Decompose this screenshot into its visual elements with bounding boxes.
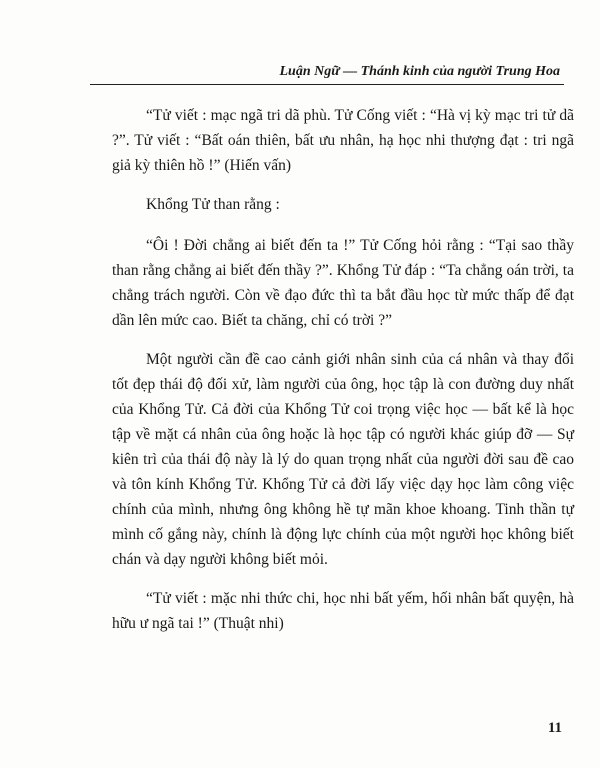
page-number: 11: [547, 720, 562, 736]
intro-line: Khổng Tử than rằng :: [146, 196, 280, 213]
commentary-paragraph: Một người cần đề cao cảnh giới nhân sinh của cá nhân và thay đổi tốt đẹp thái độ đối xử, làm người của ông, học tập là con đường duy nhất của Khổng Tử. Cả đời của Khổng Tử coi trọng việc học — bất kể là học tập về mặt cá nhân của ông hoặc là học tập có người khác giúp đỡ — Sự kiên trì của thái độ này là lý do quan trọng nhất của người đời sau đề cao và tôn kính Khổng Tử. Khổng Tử cả đời lấy việc dạy học làm công việc chính của mình, nhưng ông không hề tự mãn khoe khoang. Tinh thần tự mình cố gắng này, chính là động lực chính của một người học không biết chán và dạy người không biết mỏi.: [112, 351, 574, 568]
running-header: [90, 58, 564, 85]
running-title: Luận Ngữ — Thánh kinh của người Trung Hoa: [279, 64, 560, 79]
quote-paragraph-translation: “Ôi ! Đời chẳng ai biết đến ta !” Tử Cống hỏi rằng : “Tại sao thầy than rằng chẳng ai biết đến thầy ?”. Khổng Tử đáp : “Ta chẳng oán trời, ta chẳng trách người. Còn về đạo đức thì ta bắt đầu học từ mức thấp để đạt dần lên mức cao. Biết ta chăng, chỉ có trời ?”: [112, 237, 574, 329]
quote-paragraph-classical: “Tử viết : mạc ngã tri dã phù. Tử Cống viết : “Hà vị kỳ mạc tri tử dã ?”. Tử viết : “Bất oán thiên, bất ưu nhân, hạ học nhi thượng đạt : tri ngã giả kỳ thiên hồ !” (Hiến vấn): [112, 107, 574, 174]
quote-paragraph-thuat-nhi: “Tử viết : mặc nhi thức chi, học nhi bất yếm, hối nhân bất quyện, hà hữu ư ngã tai !” (Thuật nhi): [112, 590, 574, 632]
page-body: [112, 103, 574, 650]
